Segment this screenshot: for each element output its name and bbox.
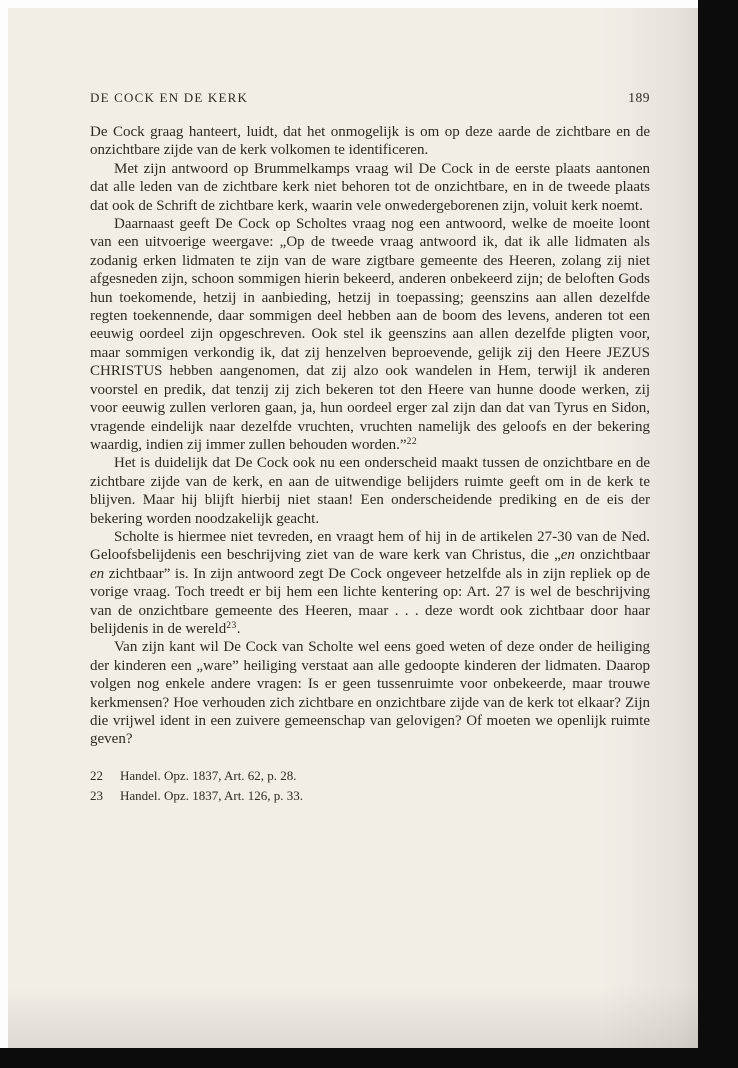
footnote-number: 22 [90, 767, 103, 783]
page-header [90, 90, 650, 106]
footnote-ref: 22 [406, 437, 418, 448]
emphasized-text: en [90, 565, 105, 582]
scan-edge-right [698, 0, 738, 1068]
paragraph [90, 528, 650, 638]
footnote-text: Handel. Opz. 1837, Art. 62, p. 28. [120, 767, 297, 783]
footnote-ref: 23 [226, 621, 237, 632]
text-run: Met zijn antwoord op Brummelkamps vraag wil De Cock in de eerste plaats aantonen dat alle leden van de zichtbare kerk niet behoren tot de onzichtbare, en in de tweede plaats dat ook de Schrift de zichtbare kerk, waarin vele onwedergeborenen zijn, voluit kerk noemt. [90, 160, 650, 214]
paragraph [90, 638, 650, 748]
emphasized-text: en [560, 547, 575, 564]
page-number: 189 [628, 90, 650, 105]
text-run: Daarnaast geeft De Cock op Scholtes vraag nog een antwoord, welke de moeite loont van een uitvoerige weergave: „Op de tweede vraag antwoord ik, dat ik alle lidmaten als zodanig erken lidmaten te zijn van de ware zigtbare gemeente des Heeren, zolang zij niet afgesneden zijn, schoon sommigen hierin bekeerd, anderen onbekeerd zijn; de beloften Gods hun toekomende, hetzij in aanbieding, hetzij in toepassing; geenszins aan allen dezelfde regten toekennende, daar sommigen deel hebben aan de boom des levens, anderen tot een eeuwig oordeel zijn opgeschreven. Ook stel ik geenszins aan allen dezelfde pligten voor, maar sommigen verkondig ik, dat zij henzelven beproevende, gelijk zij den Heere JEZUS CHRISTUS hebben aangenomen, dat zij alzo ook wandelen in Hem, terwijl ik anderen voorstel en predik, dat tenzij zij zich bekeren tot den Heere van hunne doode werken, zij voor eeuwig zullen verloren gaan, ja, hun oordeel erger zal zijn dan dat van Tyrus en Sidon, vragende eindelijk naar dezelfde vruchten, vruchten namelijk des geloofs en der bekering waardig, indien zij immer zullen behouden worden.” [90, 216, 650, 453]
text-run: . [236, 620, 241, 637]
text-run: Van zijn kant wil De Cock van Scholte wel eens goed weten of deze onder de heiliging der kinderen een „ware” heiliging verstaat aan alle gedoopte kinderen der lidmaten. Daarop volgen nog enkele andere vragen: Is er geen tussenruimte voor onbekeerde, maar trouwe kerkmensen? Hoe verhouden zich zichtbare en onzichtbare zijde van de kerk tot elkaar? Zijn die vrijwel ident in een zuivere gemeenschap van gelovigen? Of moeten we openlijk ruimte geven? [90, 639, 650, 748]
paragraph [90, 215, 650, 454]
text-run: Scholte is hiermee niet tevreden, en vraagt hem of hij in de artikelen 27-30 van de Ned. Geloofsbelijdenis een beschrijving ziet van de ware kerk van Christus, die „ [90, 528, 650, 564]
text-run: onzichtbaar [574, 547, 650, 564]
body-text [90, 123, 650, 749]
paragraph [90, 454, 650, 528]
page-content [90, 90, 650, 807]
paragraph [90, 160, 650, 215]
text-run: Het is duidelijk dat De Cock ook nu een onderscheid maakt tussen de onzichtbare en de zichtbare zijde van de kerk, en aan de uitwendige belijders ruimte geeft om in de kerk te blijven. Maar hij blijft hierbij niet staan! Een onderscheidende prediking en de eis der bekering worden noodzakelijk geacht. [90, 455, 650, 527]
running-title: DE COCK EN DE KERK [90, 90, 249, 105]
text-run: De Cock graag hanteert, luidt, dat het onmogelijk is om op deze aarde de zichtbare en de onzichtbare zijde van de kerk volkomen te identificeren. [90, 124, 650, 159]
paragraph [90, 123, 650, 160]
footnote [90, 766, 650, 787]
scan-edge-bottom [0, 1048, 738, 1068]
footnote-text: Handel. Opz. 1837, Art. 126, p. 33. [120, 788, 304, 804]
footnote-number: 23 [90, 788, 103, 804]
text-run: zichtbaar” is. In zijn antwoord zegt De Cock ongeveer hetzelfde als in zijn repliek op de vorige vraag. Toch treedt er bij hem een lichte kentering op: Art. 27 is wel de beschrijving van de onzichtbare gemeente des Heeren, maar . . . deze wordt ook zichtbaar door haar belijdenis in de wereld [90, 565, 650, 637]
page-paper [8, 8, 732, 1060]
footnote [90, 786, 650, 807]
footnotes-block [90, 766, 650, 807]
